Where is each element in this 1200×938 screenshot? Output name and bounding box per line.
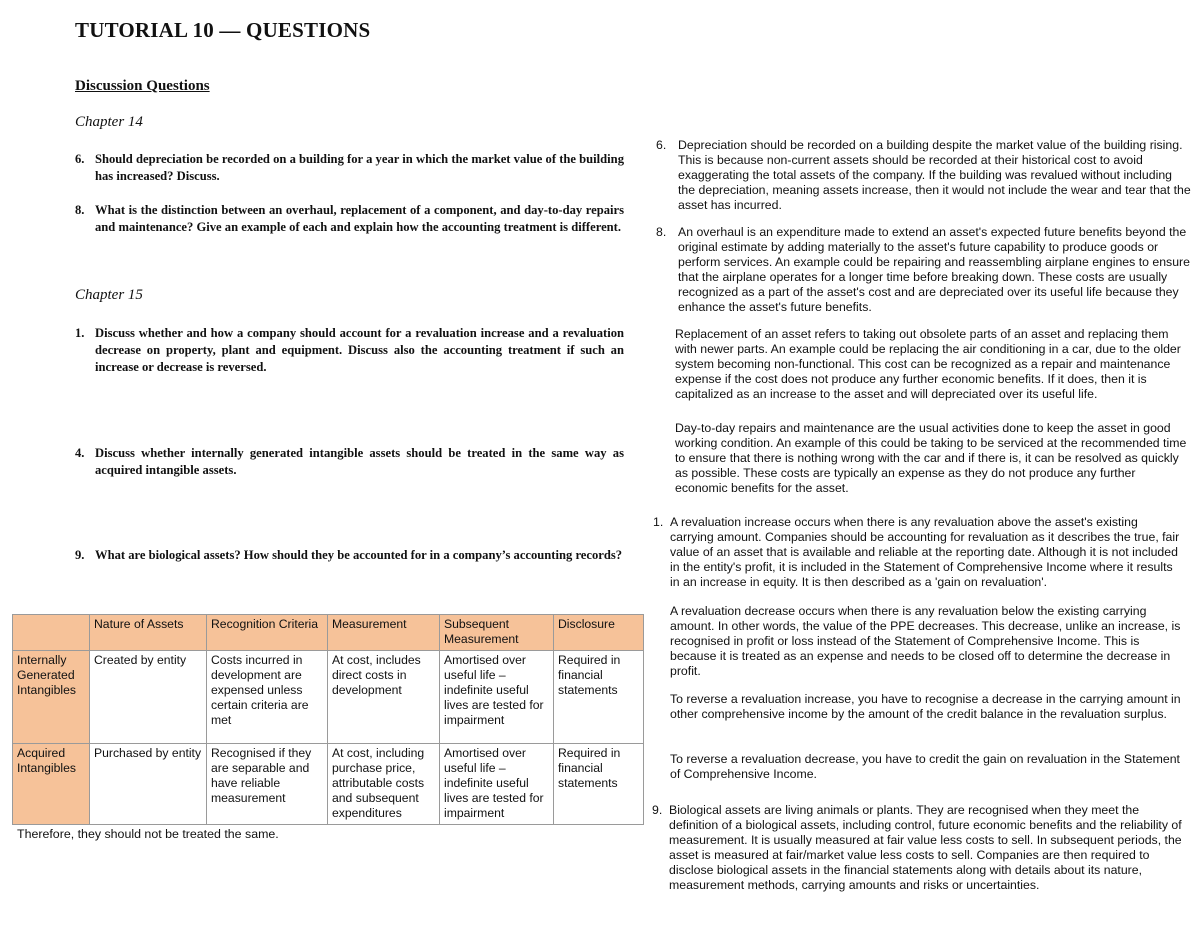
answer-item: [656, 225, 1192, 314]
answer-paragraph: A revaluation decrease occurs when there is any revaluation below the existing carrying amount. In other words, the value of the PPE decreases. This decrease, unlike an increase, is recognised in profit or loss instead of the Statement of Comprehensive Income. This is because it is treated as an expense and needs to be closed off to determine the decrease in profit.: [670, 604, 1181, 678]
question-number: 8.: [75, 203, 85, 217]
row-label: Acquired Intangibles: [13, 744, 90, 825]
row-label: Internally Generated Intangibles: [13, 651, 90, 744]
answer-text: Biological assets are living animals or plants. They are recognised when they meet the definition of a biological assets, including control, future economic benefits and the reliability of measurement. It is usually measured at fair value less costs to sell. In subsequent periods, the asset is measured at fair/market value less costs to sell. Companies are then required to disclose biological assets in the financial statements along with details about its nature, measurement methods, carrying amounts and risks or uncertainties.: [669, 803, 1182, 892]
chapter-heading: Chapter 15: [75, 287, 143, 303]
table-conclusion-text: Therefore, they should not be treated the same.: [17, 827, 279, 841]
question-text: What are biological assets? How should they be accounted for in a company’s accounting records?: [95, 548, 623, 562]
table-cell: Amortised over useful life – indefinite useful lives are tested for impairment: [440, 744, 554, 825]
table-cell: Created by entity: [90, 651, 207, 744]
table-header-cell: Measurement: [328, 615, 440, 651]
section-heading: Discussion Questions: [75, 78, 210, 94]
table-cell: Purchased by entity: [90, 744, 207, 825]
table-cell: At cost, includes direct costs in development: [328, 651, 440, 744]
table-cell: Amortised over useful life – indefinite useful lives are tested for impairment: [440, 651, 554, 744]
answer-item: [652, 803, 1183, 892]
question-number: 6.: [75, 152, 85, 166]
table-header-cell: [13, 615, 90, 651]
answer-paragraph: To reverse a revaluation decrease, you have to credit the gain on revaluation in the Statement of Comprehensive Income.: [670, 752, 1180, 781]
table-cell: Required in financial statements: [554, 651, 644, 744]
page-title: TUTORIAL 10 — QUESTIONS: [75, 18, 371, 42]
question-item: [75, 547, 624, 564]
question-text: Should depreciation be recorded on a building for a year in which the market value of the building has increased? Discuss.: [95, 152, 624, 183]
table-cell: At cost, including purchase price, attributable costs and subsequent expenditures: [328, 744, 440, 825]
table-row: [13, 744, 644, 825]
answer-text: An overhaul is an expenditure made to extend an asset's expected future benefits beyond the original estimate by adding materially to the asset's future capability to produce goods or perform services. An example could be repairing and reassembling airplane engines to ensure that the airplane operates for a longer time before breaking down. These costs are usually recognized as a part of the asset's cost and are depreciated over its useful life because they enhance the asset's future benefits.: [678, 225, 1190, 314]
table-header-cell: Recognition Criteria: [207, 615, 328, 651]
table-row: [13, 651, 644, 744]
table-cell: Recognised if they are separable and have reliable measurement: [207, 744, 328, 825]
answer-item: [653, 515, 1184, 590]
question-item: [75, 151, 624, 185]
question-text: Discuss whether internally generated intangible assets should be treated in the same way as acquired intangible assets.: [95, 446, 624, 477]
answer-number: 9.: [652, 803, 663, 817]
answer-paragraph: Replacement of an asset refers to taking out obsolete parts of an asset and replacing them with newer parts. An example could be replacing the air conditioning in a car, due to the older system becoming non-functional. This cost can be recognized as a repair and maintenance expense if the cost does not produce any further economic benefits. If it does, then it is capitalized as an increase to the asset and will depreciated over its useful life.: [675, 327, 1181, 401]
table-header-row: [13, 615, 644, 651]
answer-paragraph: To reverse a revaluation increase, you have to recognise a decrease in the carrying amount in other comprehensive income by the amount of the credit balance in the revaluation surplus.: [670, 692, 1181, 721]
question-text: What is the distinction between an overhaul, replacement of a component, and day-to-day repairs and maintenance? Give an example of each and explain how the accounting treatment is different.: [95, 203, 624, 234]
question-number: 1.: [75, 326, 85, 340]
question-text: Discuss whether and how a company should account for a revaluation increase and a revaluation decrease on property, plant and equipment. Discuss also the accounting treatment if such an increase or decrease is reversed.: [95, 326, 624, 374]
answer-number: 6.: [656, 138, 667, 152]
answer-number: 8.: [656, 225, 667, 239]
answer-item: [656, 138, 1192, 213]
answer-number: 1.: [653, 515, 664, 529]
table-header-cell: Disclosure: [554, 615, 644, 651]
table-header-cell: Subsequent Measurement: [440, 615, 554, 651]
table-header-cell: Nature of Assets: [90, 615, 207, 651]
question-number: 9.: [75, 548, 85, 562]
question-item: [75, 445, 624, 479]
answer-text: Depreciation should be recorded on a building despite the market value of the building rising. This is because non-current assets should be recorded at their historical cost to avoid exaggerating the total assets of the company. If the building was revalued without including the depreciation, meaning assets increase, then it would not include the wear and tear that the asset has incurred.: [678, 138, 1191, 212]
table-cell: Required in financial statements: [554, 744, 644, 825]
question-number: 4.: [75, 446, 85, 460]
table-cell: Costs incurred in development are expensed unless certain criteria are met: [207, 651, 328, 744]
intangibles-comparison-table: [12, 614, 644, 825]
question-item: [75, 325, 624, 376]
question-item: [75, 202, 624, 236]
answer-paragraph: Day-to-day repairs and maintenance are the usual activities done to keep the asset in good working condition. An example of this could be taking to be serviced at the recommended time to ensure that there is nothing wrong with the car and if there is, it can be resolved as quickly as possible. These costs are typically an expense as they do not produce any further economic benefits for the asset.: [675, 421, 1187, 495]
answer-text: A revaluation increase occurs when there is any revaluation above the asset's existing carrying amount. Companies should be accounting for revaluation as it describes the true, fair value of an asset that is available and reliable at the reporting date. Although it is not included in the entity's profit, it is included in the Statement of Comprehensive Income where it results in an increase in equity. It is then described as a 'gain on revaluation'.: [670, 515, 1180, 589]
chapter-heading: Chapter 14: [75, 114, 143, 130]
